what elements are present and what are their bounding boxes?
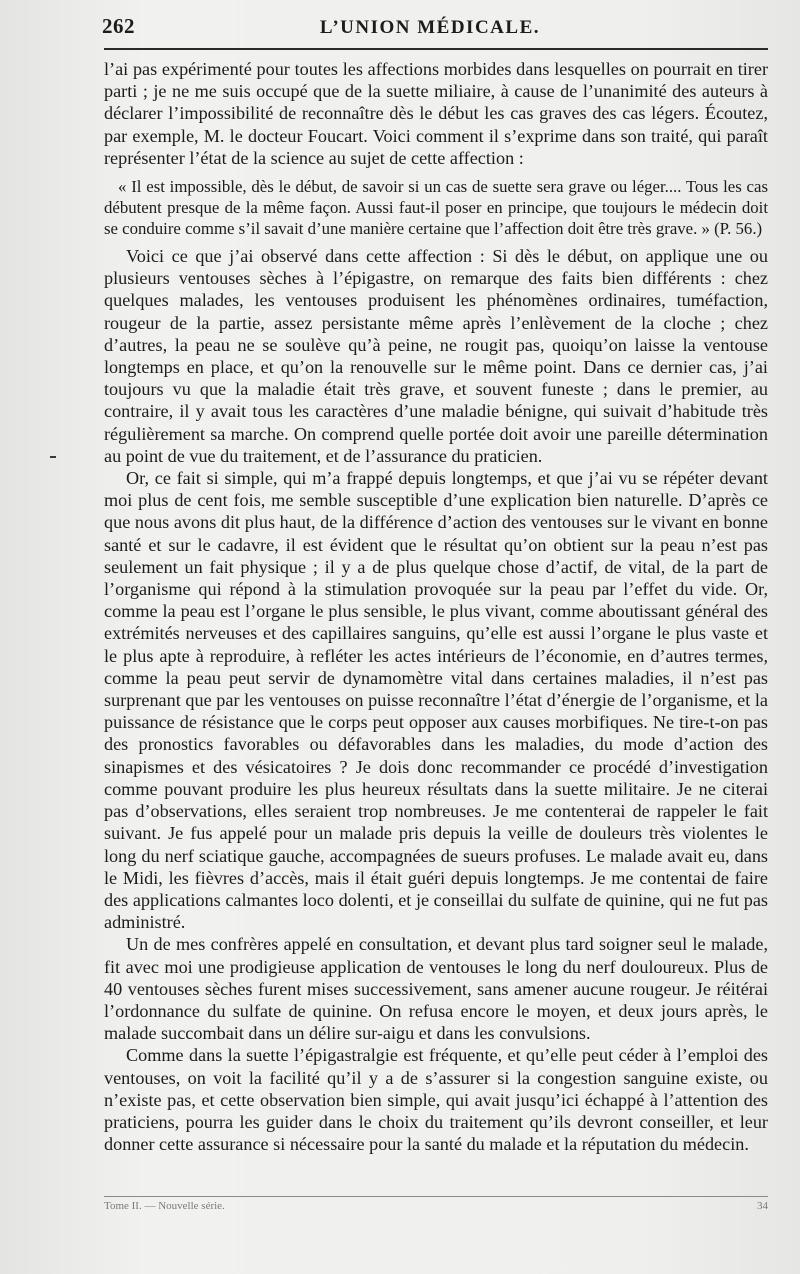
paragraph-explanation: Or, ce fait si simple, qui m’a frappé depuis longtemps, et que j’ai vu se répéter devant moi plus de cent fois, me semble susceptible d’une explication bien naturelle. D’après ce que nous avons dit plus haut, de la différence d’action des ventouses sur le vivant en bonne santé et sur le cadavre, il est évident que le résultat qu’on obtient sur la peau n’est pas seulement un fait physique ; il y a de plus quelque chose d’actif, de vital, de la part de l’organisme qui répond à la stimulation provoquée sur la peau par l’effet du vide. Or, comme la peau est l’organe le plus sensible, le plus vivant, comme aboutissant général des extrémités nerveuses et des capillaires sanguins, qu’elle est aussi l’organe le plus vaste et le plus apte à reproduire, à refléter les actes intérieurs de l’économie, en d’autres termes, comme la peau peut servir de dynamomètre vital dans certaines maladies, il n’est pas surprenant que par les ventouses on puisse reconnaître l’état d’énergie de l’organisme, et la puissance de résistance que le corps peut opposer aux causes morbifiques. Ne tire-t-on pas des pronostics favorables ou défavorables dans les maladies, du mode d’action des sinapismes et des vésicatoires ? Je dois donc recommander ce procédé d’investigation comme pouvant produire les plus heureux résultats dans la suette militaire. Je ne citerai pas d’observations, elles seraient trop nombreuses. Je me contenterai de rappeler le fait suivant. Je fus appelé pour un malade pris depuis la veille de douleurs très violentes le long du nerf sciatique gauche, accompagnées de sueurs profuses. Le malade avait eu, dans le Midi, les fièvres d’accès, mais il était guéri depuis longtemps. Je me contentai de faire des applications calmantes loco dolenti, et je conseillai du sulfate de quinine, qui ne fut pas administré. bbox=[104, 468, 768, 933]
journal-title: L’UNION MÉDICALE. bbox=[319, 17, 540, 38]
page-number: 262 bbox=[102, 14, 135, 38]
paragraph-case: Un de mes confrères appelé en consultation, et devant plus tard soigner seul le malade, fit avec moi une prodigieuse application de ventouses le long du nerf douloureux. Plus de 40 ventouses sèches furent mises successivement, sans amener aucune rougeur. Je réitérai l’ordonnance du sulfate de quinine. On refusa encore le moyen, et deux jours après, le malade succombait dans un délire sur-aigu et dans les convulsions. bbox=[104, 934, 768, 1044]
footer-signature-number: 34 bbox=[757, 1200, 768, 1212]
header-rule bbox=[104, 48, 768, 50]
margin-mark bbox=[50, 456, 56, 458]
quotation-foucart: « Il est impossible, dès le début, de savoir si un cas de suette sera grave ou léger.... Tous les cas débutent presque de la même façon. Aussi faut-il poser en principe, que toujours le médecin doit se conduire comme s’il savait d’une manière certaine que l’affection doit être très grave. » (P. 56.) bbox=[104, 177, 768, 239]
paragraph-observation: Voici ce que j’ai observé dans cette affection : Si dès le début, on applique une ou plusieurs ventouses sèches à l’épigastre, on remarque des faits bien différents : chez quelques malades, les ventouses produisent les phénomènes ordinaires, tuméfaction, rougeur de la partie, assez persistante même après l’enlèvement de la cloche ; chez d’autres, la peau ne se soulève qu’à peine, ne rougit pas, quoiqu’on laisse la ventouse longtemps en place, et qu’on la renouvelle sur le même point. Dans ce dernier cas, j’ai toujours vu que la maladie était très grave, et souvent funeste ; dans le premier, au contraire, il y avait tous les caractères d’une maladie bénigne, qui suivait d’habitude très régulièrement sa marche. On comprend quelle portée doit avoir une pareille détermination au point de vue du traitement, et de l’assurance du praticien. bbox=[104, 246, 768, 466]
running-head bbox=[102, 14, 768, 44]
paragraph-conclusion: Comme dans la suette l’épigastralgie est fréquente, et qu’elle peut céder à l’emploi des ventouses, on voit la facilité qu’il y a de s’assurer si la congestion sanguine existe, ou n’existe pas, et cette observation bien simple, qui avait jusqu’ici échappé à l’attention des praticiens, pourra les guider dans le choix du traitement qu’ils devront conseiller, et leur donner cette assurance si nécessaire pour la santé du malade et la réputation du médecin. bbox=[104, 1045, 768, 1155]
footer-rule bbox=[104, 1196, 768, 1197]
paragraph-intro: l’ai pas expérimenté pour toutes les affections morbides dans lesquelles on pourrait en tirer parti ; je ne me suis occupé que de la suette miliaire, à cause de l’unanimité des auteurs à déclarer l’impossibilité de reconnaître dès le début les cas graves des cas légers. Écoutez, par exemple, M. le docteur Foucart. Voici comment il s’exprime dans son traité, qui paraît représenter l’état de la science au sujet de cette affection : bbox=[104, 59, 768, 168]
page-footer bbox=[104, 1200, 768, 1212]
footer-volume: Tome II. — Nouvelle série. bbox=[104, 1200, 225, 1212]
article-body bbox=[104, 58, 768, 1155]
